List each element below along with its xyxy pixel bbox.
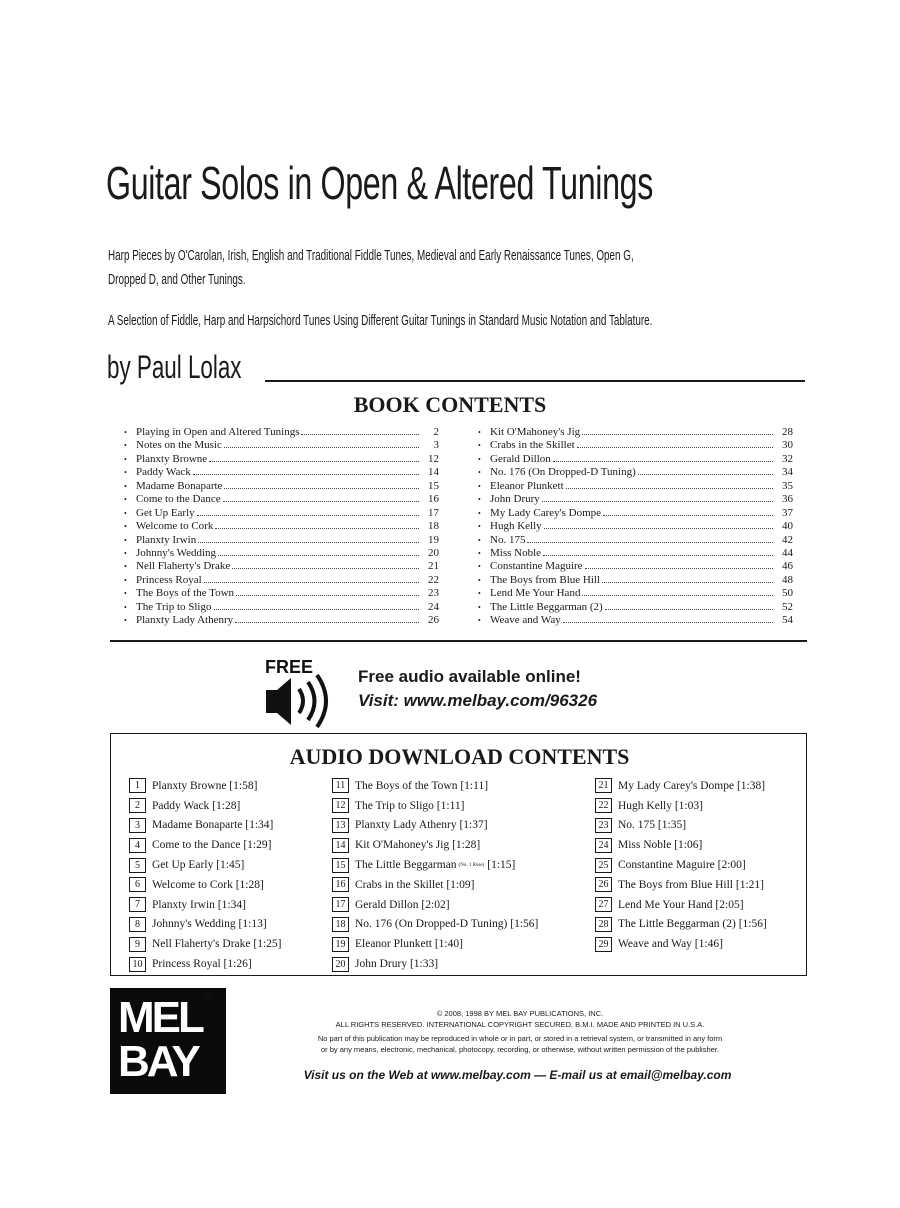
track-number: 14 (332, 838, 349, 853)
bullet-icon: • (124, 548, 127, 558)
bullet-icon: • (124, 481, 127, 491)
toc-entry-title: The Boys of the Town (136, 587, 235, 600)
dot-leader (542, 501, 773, 502)
toc-entry-title: Princess Royal (136, 573, 202, 586)
bullet-icon: • (124, 454, 127, 464)
audio-track (595, 835, 767, 855)
speaker-icon (263, 655, 343, 735)
toc-entry-page: 46 (782, 560, 793, 573)
registered-mark: ® (204, 988, 214, 1003)
dot-leader (544, 528, 773, 529)
logo-line-1: MEL (118, 993, 202, 1042)
audio-track (332, 954, 538, 974)
toc-entry (478, 493, 793, 506)
copyright-line-2: ALL RIGHTS RESERVED. INTERNATIONAL COPYRIGHT SECURED. B.M.I. MADE AND PRINTED IN U.S.A. (335, 1020, 705, 1029)
toc-entry-title: Welcome to Cork (136, 520, 214, 533)
track-number: 2 (129, 798, 146, 813)
track-number: 6 (129, 877, 146, 892)
toc-entry-page: 40 (782, 520, 793, 533)
toc-entry-title: Get Up Early (136, 506, 195, 519)
track-number: 19 (332, 937, 349, 952)
byline-rule (265, 380, 805, 382)
toc-entry-page: 16 (428, 493, 439, 506)
track-number: 3 (129, 818, 146, 833)
bullet-icon: • (478, 495, 481, 505)
audio-track (129, 934, 282, 954)
track-number: 16 (332, 877, 349, 892)
bullet-icon: • (478, 481, 481, 491)
track-number: 15 (332, 858, 349, 873)
dot-leader (638, 474, 773, 475)
toc-entry (478, 520, 793, 533)
free-audio-headline: Free audio available online! (358, 667, 581, 686)
track-title: Princess Royal [1:26] (152, 958, 252, 971)
dot-leader (236, 595, 419, 596)
toc-entry-page: 24 (428, 600, 439, 613)
toc-entry-title: Planxty Browne (136, 452, 208, 465)
toc-entry (124, 453, 439, 466)
toc-entry-title: Playing in Open and Altered Tunings (136, 426, 300, 438)
audio-track (332, 835, 538, 855)
free-audio-link[interactable]: Visit: www.melbay.com/96326 (358, 691, 598, 710)
audio-track (129, 835, 282, 855)
toc-entry (124, 480, 439, 493)
audio-track (595, 895, 767, 915)
dot-leader (223, 501, 419, 502)
bullet-icon: • (124, 508, 127, 518)
mel-bay-logo (110, 988, 226, 1094)
track-number: 21 (595, 778, 612, 793)
toc-entry-page: 34 (782, 466, 793, 479)
bullet-icon: • (124, 522, 127, 532)
toc-entry-title: No. 175 (490, 533, 526, 546)
subtitle-line-2: Dropped D, and Other Tunings. (108, 271, 246, 288)
dot-leader (204, 582, 419, 583)
toc-entry-title: No. 176 (On Dropped-D Tuning) (490, 466, 636, 479)
track-title: No. 176 (On Dropped-D Tuning) [1:56] (355, 918, 539, 931)
toc-entry-page: 37 (782, 506, 793, 519)
audio-track (332, 934, 538, 954)
subtitle-description: A Selection of Fiddle, Harp and Harpsichord Tunes Using Different Guitar Tunings in Standard Music Notation and Tablature. (108, 312, 653, 329)
dot-leader (214, 609, 420, 610)
track-number: 28 (595, 917, 612, 932)
dot-leader (553, 461, 773, 462)
logo-line-2: BAY (118, 1037, 198, 1086)
dot-leader (224, 447, 419, 448)
toc-entry (124, 507, 439, 520)
track-title: Hugh Kelly [1:03] (618, 799, 703, 812)
dot-leader (582, 595, 773, 596)
copyright-line-4: or by any means, electronic, mechanical, photocopy, recording, or otherwise, without written permission of the publisher. (321, 1045, 719, 1054)
toc-entry (124, 439, 439, 452)
dot-leader (602, 582, 773, 583)
bullet-icon: • (478, 602, 481, 612)
toc-entry (124, 601, 439, 614)
audio-track (332, 855, 538, 875)
audio-track (332, 875, 538, 895)
track-title: Planxty Browne [1:58] (152, 779, 258, 792)
toc-entry (478, 507, 793, 520)
bullet-icon: • (478, 522, 481, 532)
toc-entry-page: 2 (433, 426, 439, 438)
toc-entry-title: Madame Bonaparte (136, 479, 223, 492)
audio-track (332, 796, 538, 816)
audio-track (595, 796, 767, 816)
track-time: [1:15] (487, 859, 516, 872)
book-contents-heading: BOOK CONTENTS (353, 392, 547, 417)
toc-entry-title: My Lady Carey's Dompe (490, 506, 602, 519)
track-title: My Lady Carey's Dompe [1:38] (618, 779, 766, 792)
bullet-icon: • (124, 468, 127, 478)
toc-entry-title: Planxty Lady Athenry (136, 614, 234, 627)
toc-entry-page: 32 (782, 452, 793, 465)
bullet-icon: • (124, 428, 127, 437)
audio-column-2 (332, 776, 538, 974)
track-title: Eleanor Plunkett [1:40] (355, 938, 463, 951)
toc-entry-title: Eleanor Plunkett (490, 479, 564, 492)
toc-entry-page: 14 (428, 466, 439, 479)
website-email-line: Visit us on the Web at www.melbay.com — E-mail us at email@melbay.com (303, 1068, 732, 1082)
track-title: Constantine Maguire [2:00] (618, 859, 746, 872)
bullet-icon: • (124, 562, 127, 572)
toc-entry-page: 42 (782, 533, 793, 546)
toc-entry-page: 15 (428, 479, 439, 492)
bullet-icon: • (478, 468, 481, 478)
audio-track (332, 915, 538, 935)
toc-entry (478, 601, 793, 614)
track-number: 18 (332, 917, 349, 932)
bullet-icon: • (478, 441, 481, 451)
track-title: Crabs in the Skillet [1:09] (355, 878, 475, 891)
audio-track (129, 915, 282, 935)
audio-track (595, 915, 767, 935)
toc-entry (478, 453, 793, 466)
toc-entry (124, 520, 439, 533)
toc-entry-page: 36 (782, 493, 793, 506)
track-number: 7 (129, 897, 146, 912)
toc-entry-page: 50 (782, 587, 793, 600)
copyright-line-3: No part of this publication may be reproduced in whole or in part, or stored in a retrieval system, or transmitted in any form (317, 1034, 723, 1043)
track-title: The Boys of the Town [1:11] (355, 779, 489, 792)
dot-leader (197, 515, 419, 516)
audio-track (595, 875, 767, 895)
toc-entry-title: Come to the Dance (136, 493, 221, 506)
toc-entry-page: 19 (428, 533, 439, 546)
audio-column-3 (595, 776, 767, 954)
track-number: 4 (129, 838, 146, 853)
toc-entry-title: Nell Flaherty's Drake (136, 560, 231, 573)
track-number: 9 (129, 937, 146, 952)
track-title: Weave and Way [1:46] (618, 938, 723, 951)
page-title: Guitar Solos in Open & Altered Tunings (106, 157, 653, 209)
toc-entry-title: Hugh Kelly (490, 520, 542, 533)
dot-leader (527, 542, 773, 543)
track-number: 11 (332, 778, 349, 793)
toc-entry (124, 574, 439, 587)
track-title: No. 175 [1:35] (618, 819, 687, 832)
bullet-icon: • (124, 495, 127, 505)
toc-entry-title: Weave and Way (490, 614, 561, 627)
book-contents-right-column (478, 426, 793, 628)
bullet-icon: • (478, 575, 481, 585)
toc-entry-page: 35 (782, 479, 793, 492)
bullet-icon: • (478, 508, 481, 518)
bullet-icon: • (124, 575, 127, 585)
audio-track (129, 776, 282, 796)
dot-leader (301, 434, 419, 435)
track-number: 1 (129, 778, 146, 793)
track-title: Lend Me Your Hand [2:05] (618, 898, 744, 911)
bullet-icon: • (478, 589, 481, 599)
track-subtitle: (No. 1 Rose) (458, 862, 485, 868)
track-title: Welcome to Cork [1:28] (152, 878, 264, 891)
toc-entry-page: 3 (433, 439, 439, 452)
track-number: 22 (595, 798, 612, 813)
toc-entry (478, 480, 793, 493)
toc-entry-page: 28 (782, 426, 793, 438)
toc-entry-title: Miss Noble (490, 546, 542, 559)
track-title: The Boys from Blue Hill [1:21] (618, 878, 764, 891)
toc-entry-title: Crabs in the Skillet (490, 439, 575, 452)
author-byline: by Paul Lolax (107, 349, 242, 385)
toc-entry (124, 560, 439, 573)
toc-entry-page: 21 (428, 560, 439, 573)
dot-leader (543, 555, 773, 556)
toc-entry-page: 17 (428, 506, 439, 519)
toc-entry-title: The Little Beggarman (2) (490, 600, 603, 613)
audio-track (595, 816, 767, 836)
track-number: 10 (129, 957, 146, 972)
dot-leader (603, 515, 773, 516)
subtitle-line-1: Harp Pieces by O'Carolan, Irish, English and Traditional Fiddle Tunes, Medieval and Early Renaissance Tunes, Open G, (108, 247, 634, 264)
track-number: 13 (332, 818, 349, 833)
toc-entry (478, 614, 793, 627)
audio-track (332, 816, 538, 836)
dot-leader (209, 461, 419, 462)
audio-track (129, 875, 282, 895)
book-contents-left-column (124, 426, 439, 628)
audio-track (129, 796, 282, 816)
toc-entry-page: 23 (428, 587, 439, 600)
track-title: The Little Beggarman (2) [1:56] (618, 918, 767, 931)
toc-entry-page: 30 (782, 439, 793, 452)
track-number: 12 (332, 798, 349, 813)
track-number: 23 (595, 818, 612, 833)
dot-leader (235, 622, 419, 623)
dot-leader (577, 447, 773, 448)
track-title: Gerald Dillon [2:02] (355, 898, 450, 911)
track-title: Come to the Dance [1:29] (152, 839, 272, 852)
bullet-icon: • (478, 616, 481, 626)
toc-entry-page: 20 (428, 546, 439, 559)
dot-leader (224, 488, 419, 489)
dot-leader (585, 568, 773, 569)
audio-track (332, 895, 538, 915)
toc-entry-title: Constantine Maguire (490, 560, 583, 573)
toc-entry-title: Gerald Dillon (490, 452, 551, 465)
dot-leader (563, 622, 773, 623)
toc-entry (478, 534, 793, 547)
toc-entry (124, 426, 439, 439)
dot-leader (582, 434, 773, 435)
dot-leader (215, 528, 419, 529)
dot-leader (193, 474, 419, 475)
track-title: The Little Beggarman (355, 859, 457, 872)
toc-entry-page: 54 (782, 614, 793, 627)
bullet-icon: • (124, 589, 127, 599)
copyright-line-1: © 2008, 1998 BY MEL BAY PUBLICATIONS, INC. (436, 1009, 604, 1018)
toc-entry (124, 614, 439, 627)
toc-entry (478, 587, 793, 600)
bullet-icon: • (124, 616, 127, 626)
toc-entry (124, 534, 439, 547)
track-title: Miss Noble [1:06] (618, 839, 703, 852)
bullet-icon: • (124, 535, 127, 545)
toc-entry (124, 466, 439, 479)
toc-entry-title: Notes on the Music (136, 439, 222, 452)
track-number: 25 (595, 858, 612, 873)
track-title: Kit O'Mahoney's Jig [1:28] (355, 839, 481, 852)
audio-track (332, 776, 538, 796)
track-title: Planxty Irwin [1:34] (152, 898, 246, 911)
toc-entry (478, 426, 793, 439)
track-number: 17 (332, 897, 349, 912)
dot-leader (605, 609, 773, 610)
audio-track (129, 895, 282, 915)
track-title: Planxty Lady Athenry [1:37] (355, 819, 488, 832)
toc-entry-title: The Trip to Sligo (136, 600, 212, 613)
audio-column-1 (129, 776, 282, 974)
track-number: 5 (129, 858, 146, 873)
audio-contents-heading: AUDIO DOWNLOAD CONTENTS (289, 744, 630, 769)
bullet-icon: • (478, 454, 481, 464)
toc-entry (478, 466, 793, 479)
dot-leader (232, 568, 419, 569)
free-badge-text: FREE (265, 657, 314, 677)
track-title: John Drury [1:33] (355, 958, 439, 971)
audio-track (595, 934, 767, 954)
track-number: 24 (595, 838, 612, 853)
track-number: 27 (595, 897, 612, 912)
toc-entry (124, 493, 439, 506)
audio-track (595, 855, 767, 875)
bullet-icon: • (478, 535, 481, 545)
bullet-icon: • (478, 562, 481, 572)
track-number: 26 (595, 877, 612, 892)
toc-entry-title: Lend Me Your Hand (490, 587, 581, 600)
dot-leader (218, 555, 419, 556)
toc-entry-title: John Drury (490, 493, 540, 506)
toc-entry (478, 574, 793, 587)
track-title: Nell Flaherty's Drake [1:25] (152, 938, 282, 951)
toc-entry-title: The Boys from Blue Hill (490, 573, 600, 586)
toc-entry-page: 26 (428, 614, 439, 627)
toc-entry-title: Johnny's Wedding (136, 546, 217, 559)
track-number: 29 (595, 937, 612, 952)
dot-leader (198, 542, 419, 543)
audio-track (129, 816, 282, 836)
toc-entry (478, 439, 793, 452)
track-title: Get Up Early [1:45] (152, 859, 245, 872)
section-divider (110, 640, 807, 642)
toc-entry-title: Planxty Irwin (136, 533, 197, 546)
toc-entry-page: 18 (428, 520, 439, 533)
toc-entry (124, 547, 439, 560)
audio-track (129, 855, 282, 875)
track-title: The Trip to Sligo [1:11] (355, 799, 465, 812)
toc-entry (478, 560, 793, 573)
dot-leader (566, 488, 773, 489)
toc-entry-page: 12 (428, 452, 439, 465)
toc-entry-page: 22 (428, 573, 439, 586)
track-title: Johnny's Wedding [1:13] (152, 918, 267, 931)
track-number: 8 (129, 917, 146, 932)
bullet-icon: • (124, 441, 127, 451)
track-title: Paddy Wack [1:28] (152, 799, 241, 812)
toc-entry-page: 44 (782, 546, 793, 559)
bullet-icon: • (478, 548, 481, 558)
audio-download-box (110, 733, 807, 976)
toc-entry (124, 587, 439, 600)
audio-track (595, 776, 767, 796)
track-number: 20 (332, 957, 349, 972)
toc-entry-title: Paddy Wack (136, 466, 191, 479)
bullet-icon: • (124, 602, 127, 612)
bullet-icon: • (478, 428, 481, 437)
track-title: Madame Bonaparte [1:34] (152, 819, 274, 832)
toc-entry (478, 547, 793, 560)
toc-entry-page: 52 (782, 600, 793, 613)
audio-track (129, 954, 282, 974)
toc-entry-title: Kit O'Mahoney's Jig (490, 426, 581, 438)
toc-entry-page: 48 (782, 573, 793, 586)
